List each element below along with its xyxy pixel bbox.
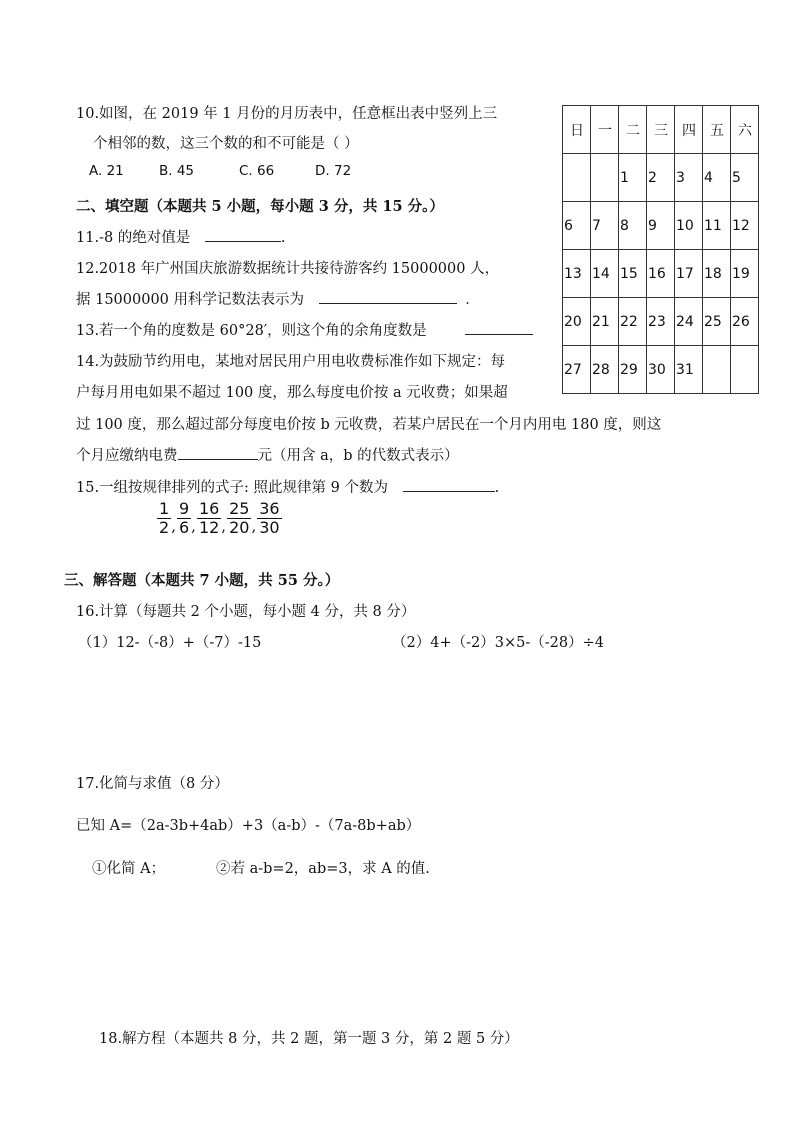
calendar-week-row — [563, 202, 759, 250]
q15-end: . — [494, 480, 500, 496]
option-a: A. 21 — [89, 163, 124, 179]
fraction-denominator: 6 — [178, 518, 190, 537]
calendar-day-cell: 18 — [703, 250, 731, 298]
q17-given: 已知 A=（2a-3b+4ab）+3（a-b）-（7a-8b+ab） — [76, 818, 421, 834]
calendar-week-row — [563, 250, 759, 298]
q14-answer-blank — [178, 445, 258, 460]
q14-text: 个月应缴纳电费 — [76, 448, 178, 464]
calendar-day-cell: 23 — [647, 298, 675, 346]
q13-answer-blank — [465, 320, 533, 335]
calendar-day-cell: 7 — [591, 202, 619, 250]
calendar-day-cell: 29 — [619, 346, 647, 394]
q11-answer-blank — [205, 227, 281, 242]
calendar-header-cell: 日 — [563, 106, 591, 154]
calendar-day-cell: 5 — [731, 154, 759, 202]
calendar-day-cell: 13 — [563, 250, 591, 298]
q13 — [76, 319, 533, 340]
q17-part1: ①化简 A； — [92, 861, 166, 877]
q10-line2: 个相邻的数，这三个数的和不可能是（ ） — [93, 136, 359, 152]
calendar-day-cell: 6 — [563, 202, 591, 250]
q14-line2: 户每月用电如果不超过 100 度，那么每度电价按 a 元收费；如果超 — [76, 385, 508, 401]
calendar-header-cell: 四 — [675, 106, 703, 154]
q14-line3: 过 100 度，那么超过部分每度电价按 b 元收费，若某户居民在一个月内用电 180 度，则这 — [76, 417, 662, 433]
calendar-day-cell: 3 — [675, 154, 703, 202]
fraction-denominator: 12 — [198, 518, 220, 537]
calendar-day-cell: 16 — [647, 250, 675, 298]
q12-text: 据 15000000 用科学记数法表示为 — [76, 292, 305, 308]
fraction-separator: , — [171, 517, 176, 535]
q18-title: 18.解方程（本题共 8 分，共 2 题，第一题 3 分，第 2 题 5 分） — [99, 1031, 519, 1047]
fraction-numerator: 16 — [198, 499, 220, 518]
calendar-header-cell: 五 — [703, 106, 731, 154]
calendar-week-row — [563, 154, 759, 202]
calendar-day-cell — [591, 154, 619, 202]
q13-text: 13.若一个角的度数是 60°28′，则这个角的余角度数是 — [76, 323, 427, 339]
calendar-header-cell: 六 — [731, 106, 759, 154]
fraction — [177, 500, 191, 537]
fraction-numerator: 9 — [178, 499, 190, 518]
fraction-numerator: 25 — [229, 499, 250, 518]
calendar-day-cell: 27 — [563, 346, 591, 394]
fraction-numerator: 36 — [259, 499, 280, 518]
calendar-day-cell: 1 — [619, 154, 647, 202]
q15-fraction-sequence — [157, 500, 282, 537]
fraction — [227, 500, 251, 537]
calendar-day-cell: 11 — [703, 202, 731, 250]
calendar-day-cell: 15 — [619, 250, 647, 298]
q11 — [76, 226, 286, 247]
fraction — [257, 500, 281, 537]
q14-line1: 14.为鼓励节约用电，某地对居民用户用电收费标准作如下规定：每 — [76, 354, 506, 370]
q12-end: ． — [465, 292, 480, 308]
q12-answer-blank — [319, 289, 457, 304]
fraction-numerator: 1 — [159, 499, 170, 518]
q17-part2: ②若 a-b=2，ab=3，求 A 的值. — [216, 861, 430, 877]
fraction-separator: , — [191, 517, 196, 535]
calendar-header-cell: 二 — [619, 106, 647, 154]
calendar-day-cell: 19 — [731, 250, 759, 298]
calendar-day-cell: 25 — [703, 298, 731, 346]
calendar-day-cell: 4 — [703, 154, 731, 202]
fraction — [197, 500, 221, 537]
calendar-day-cell: 9 — [647, 202, 675, 250]
q14-line4 — [76, 444, 459, 465]
calendar-table — [562, 105, 759, 394]
q15 — [76, 476, 499, 497]
calendar-week-row — [563, 346, 759, 394]
q12-line1: 12.2018 年广州国庆旅游数据统计共接待游客约 15000000 人， — [76, 261, 500, 277]
q15-text: 15.一组按规律排列的式子: 照此规律第 9 个数为 — [76, 480, 388, 496]
calendar-day-cell — [703, 346, 731, 394]
q10-line1: 10.如图，在 2019 年 1 月份的月历表中，任意框出表中竖列上三 — [76, 106, 498, 122]
calendar-day-cell: 14 — [591, 250, 619, 298]
calendar-header-cell: 一 — [591, 106, 619, 154]
option-d: D. 72 — [315, 163, 352, 179]
calendar-day-cell: 24 — [675, 298, 703, 346]
calendar-day-cell: 12 — [731, 202, 759, 250]
q16-part1: （1）12-（-8）+（-7）-15 — [78, 635, 262, 651]
fraction-denominator: 2 — [159, 518, 170, 537]
q16-title: 16.计算（每题共 2 个小题，每小题 4 分，共 8 分） — [76, 604, 416, 620]
calendar-day-cell — [731, 346, 759, 394]
q11-text: 11.-8 的绝对值是 — [76, 230, 191, 246]
fraction — [157, 500, 171, 537]
section3-title: 三、解答题（本题共 7 小题，共 55 分。） — [64, 572, 340, 589]
calendar-day-cell: 28 — [591, 346, 619, 394]
calendar-day-cell: 26 — [731, 298, 759, 346]
calendar-day-cell: 20 — [563, 298, 591, 346]
calendar-day-cell: 8 — [619, 202, 647, 250]
fraction-denominator: 30 — [259, 518, 280, 537]
calendar-day-cell: 30 — [647, 346, 675, 394]
calendar-day-cell: 10 — [675, 202, 703, 250]
q12-line2 — [76, 288, 480, 309]
q17-title: 17.化简与求值（8 分） — [76, 776, 229, 792]
calendar-day-cell — [563, 154, 591, 202]
q11-end: . — [280, 230, 286, 246]
calendar-week-row — [563, 298, 759, 346]
option-b: B. 45 — [159, 163, 195, 179]
calendar-day-cell: 22 — [619, 298, 647, 346]
q14-text-end: 元（用含 a，b 的代数式表示） — [257, 448, 459, 464]
calendar-day-cell: 21 — [591, 298, 619, 346]
fraction-separator: , — [221, 517, 227, 535]
q15-answer-blank — [403, 477, 495, 492]
calendar-header-cell: 三 — [647, 106, 675, 154]
section2-title: 二、填空题（本题共 5 小题，每小题 3 分，共 15 分。） — [76, 198, 444, 215]
option-c: C. 66 — [239, 163, 275, 179]
calendar-day-cell: 17 — [675, 250, 703, 298]
q16-part2: （2）4+（-2）3×5-（-28）÷4 — [392, 635, 604, 651]
fraction-denominator: 20 — [229, 518, 250, 537]
calendar-day-cell: 2 — [647, 154, 675, 202]
fraction-separator: , — [251, 517, 257, 535]
q10-options — [89, 163, 351, 179]
calendar-day-cell: 31 — [675, 346, 703, 394]
calendar-header-row — [563, 106, 759, 154]
